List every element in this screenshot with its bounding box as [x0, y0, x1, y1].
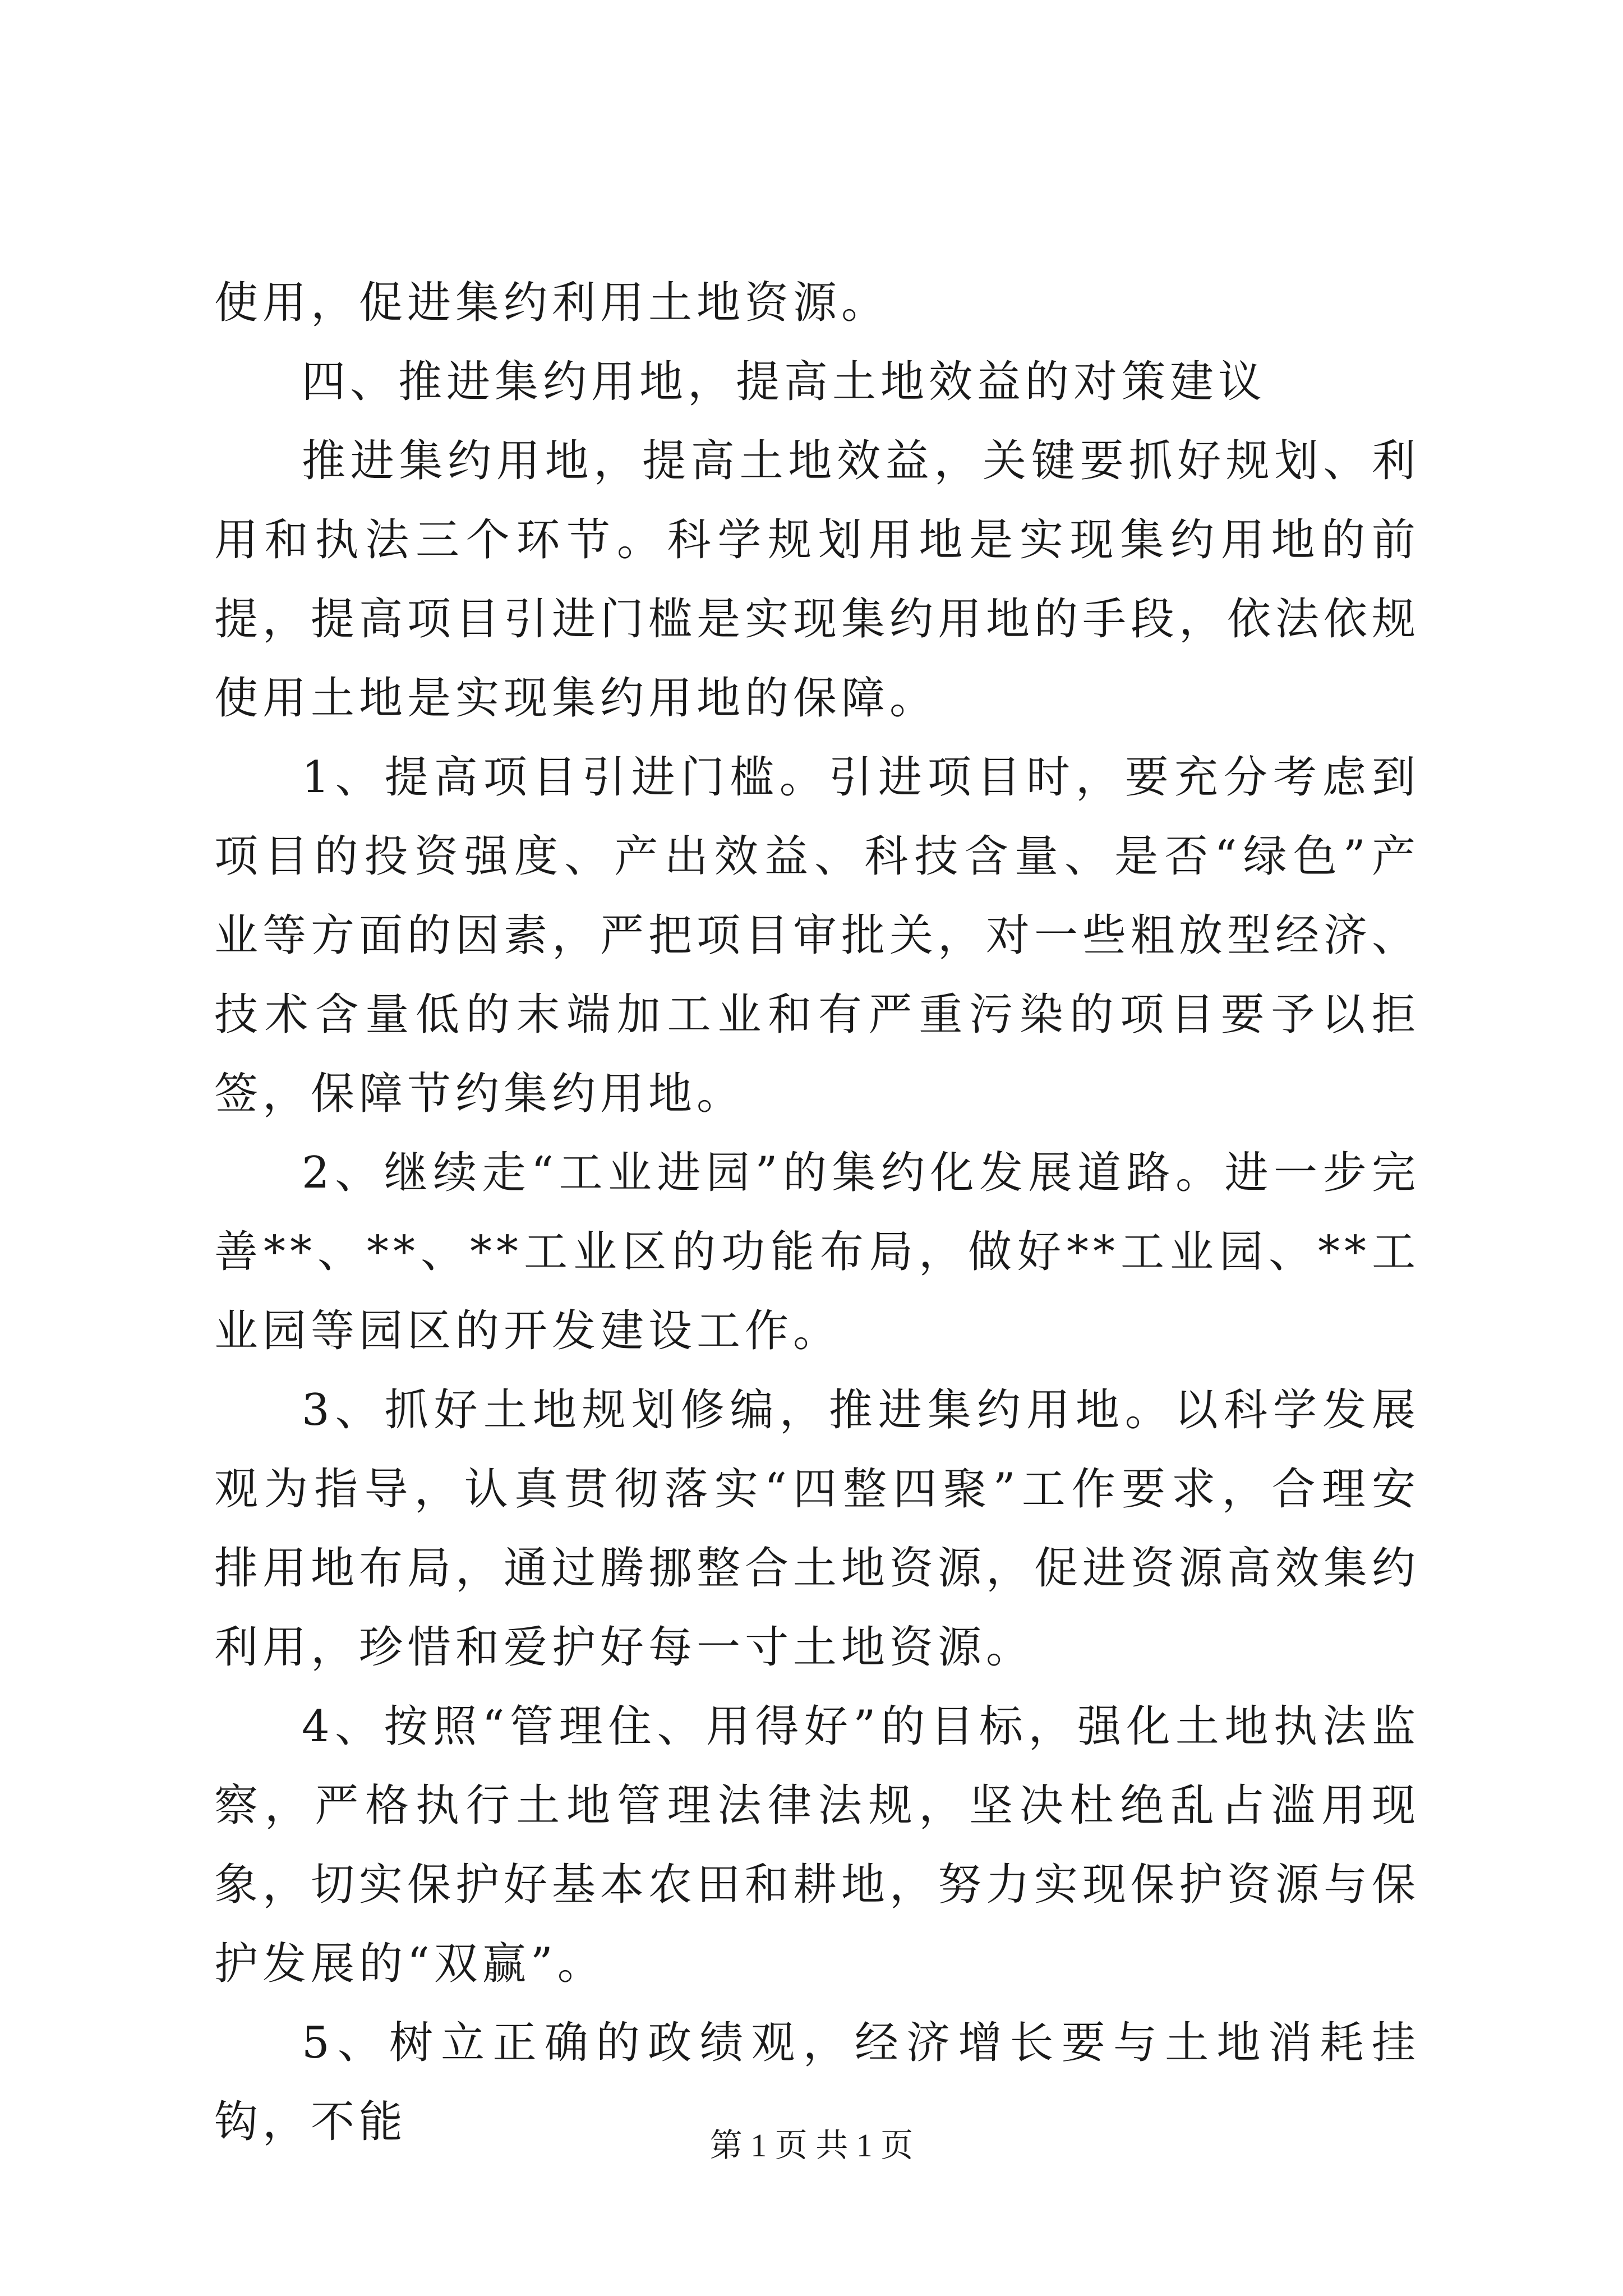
- paragraph-item-1: 1、提高项目引进门槛。引进项目时，要充分考虑到项目的投资强度、产出效益、科技含量、是否“绿色”产业等方面的因素，严把项目审批关，对一些粗放型经济、技术含量低的末端加工业和有严重污染的项目要予以拒签，保障节约集约用地。: [214, 752, 1421, 1119]
- paragraph-item-3: 3、抓好土地规划修编，推进集约用地。以科学发展观为指导，认真贯彻落实“四整四聚”工作要求，合理安排用地布局，通过腾挪整合土地资源，促进资源高效集约利用，珍惜和爱护好每一寸土地资源。: [214, 1385, 1421, 1673]
- section-heading: 四、推进集约用地，提高土地效益的对策建议: [302, 357, 1267, 407]
- paragraph-intro: 推进集约用地，提高土地效益，关键要抓好规划、利用和执法三个环节。科学规划用地是实现集约用地的前提，提高项目引进门槛是实现集约用地的手段，依法依规使用土地是实现集约用地的保障。: [214, 436, 1421, 724]
- paragraph-item-2: 2、继续走“工业进园”的集约化发展道路。进一步完善**、**、**工业区的功能布局，做好**工业园、**工业园等园区的开发建设工作。: [214, 1148, 1420, 1356]
- document-body: [214, 264, 1420, 2162]
- page-footer: 第 1 页 共 1 页: [709, 2127, 914, 2164]
- paragraph-item-4: 4、按照“管理住、用得好”的目标，强化土地执法监察，严格执行土地管理法律法规，坚决杜绝乱占滥用现象，切实保护好基本农田和耕地，努力实现保护资源与保护发展的“双赢”。: [214, 1701, 1421, 1989]
- paragraph-continuation: 使用，促进集约利用土地资源。: [214, 278, 890, 328]
- paragraph-item-5: 5、树立正确的政绩观，经济增长要与土地消耗挂钩，不能: [214, 2018, 1420, 2147]
